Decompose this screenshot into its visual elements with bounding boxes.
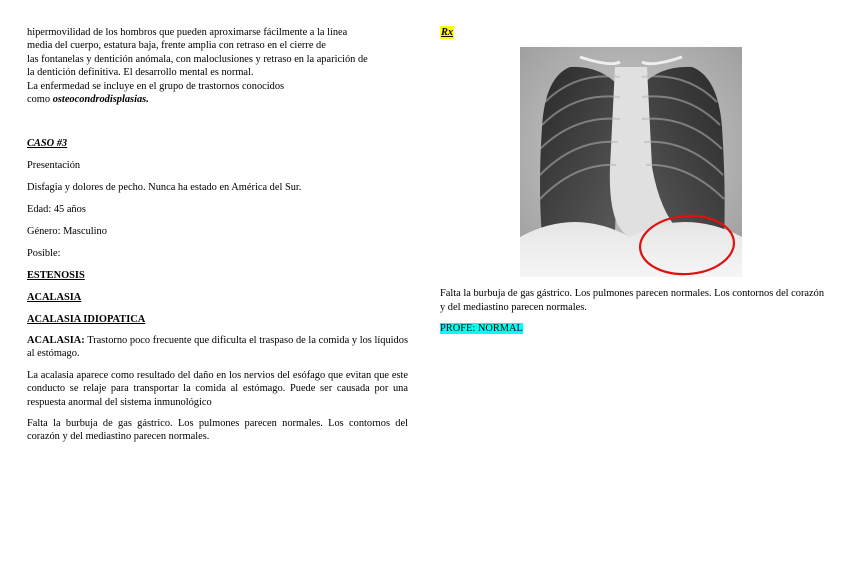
right-column [440,26,825,336]
left-column [27,26,408,444]
intro-line: la dentición definitiva. El desarrollo mental es normal. [27,67,254,79]
profe-highlight: PROFE: NORMAL [440,323,523,335]
diagnosis-estenosis: ESTENOSIS [27,270,85,282]
age-text: Edad: 45 años [27,204,86,216]
profe-note [440,322,825,335]
chest-xray-svg [520,47,742,277]
diagnosis-acalasia-idiopatica: ACALASIA IDIOPATICA [27,313,146,325]
finding-text: Falta la burbuja de gas gástrico. Los pulmones parecen normales. Los contornos del corazón y del mediastino parecen normales. [27,417,408,443]
acalasia-def-text: Trastorno poco frecuente que dificulta el traspaso de la comida y los líquidos al estómago. [27,334,408,360]
acalasia-definition [27,334,408,361]
acalasia-cause: La acalasia aparece como resultado del daño en los nervios del esófago que evitan que este conducto se relaje para transportar la comida al estómago. Puede ser causada por una respuesta anormal del sistema inmunológico [27,369,408,408]
gender-text: Género: Masculino [27,226,107,238]
intro-line: La enfermedad se incluye en el grupo de trastornos conocidos [27,80,285,92]
xray-caption: Falta la burbuja de gas gástrico. Los pulmones parecen normales. Los contornos del corazón y del mediastino parecen normales. [440,288,825,313]
presentation-label: Presentación [27,160,81,172]
complaint-text: Disfagia y dolores de pecho. Nunca ha estado en América del Sur. [27,182,302,194]
intro-line: las fontanelas y dentición anómala, con maloclusiones y retraso en la aparición de [27,53,368,65]
intro-paragraph [27,26,408,106]
osteocondrodisplasias-term: osteocondrodisplasias. [52,94,149,106]
case-title: CASO #3 [27,138,68,150]
intro-line-last [27,93,408,106]
diagnosis-acalasia: ACALASIA [27,291,82,303]
acalasia-term: ACALASIA: [27,334,85,346]
right-lung-shape [540,67,620,237]
intro-last-prefix: como [27,94,53,106]
possible-label: Posible: [27,248,61,260]
rx-label: Rx [441,27,454,38]
intro-line: media del cuerpo, estatura baja, frente amplia con retraso en el cierre de [27,40,326,52]
chest-xray-image [520,47,742,277]
intro-line: hipermovilidad de los hombros que pueden aproximarse fácilmente a la línea [27,27,348,38]
